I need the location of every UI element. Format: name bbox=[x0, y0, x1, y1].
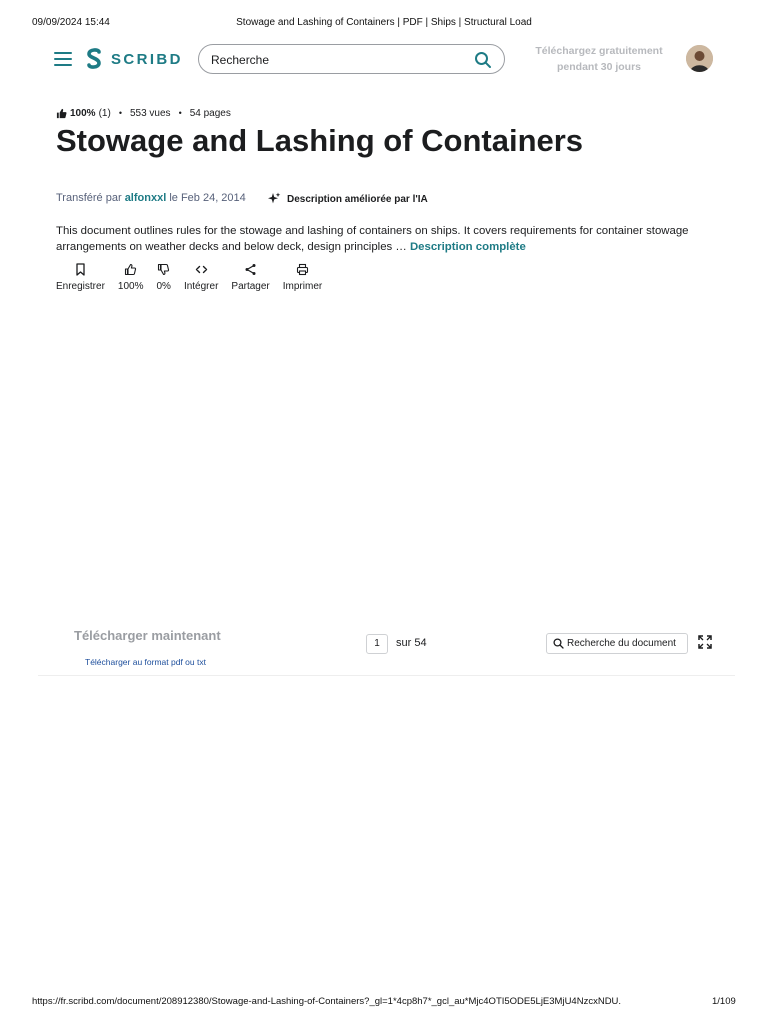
document-description bbox=[56, 223, 726, 255]
share-icon bbox=[244, 263, 257, 276]
uploaded-prefix: Transféré par bbox=[56, 192, 122, 204]
dislike-button[interactable] bbox=[156, 263, 170, 297]
page-total: sur 54 bbox=[396, 637, 427, 649]
document-search-button[interactable] bbox=[546, 633, 688, 654]
menu-icon[interactable] bbox=[54, 52, 72, 66]
free-trial-link[interactable] bbox=[530, 43, 668, 75]
share-button[interactable] bbox=[231, 263, 269, 297]
page-count: 54 pages bbox=[189, 107, 231, 119]
top-navigation-bar bbox=[0, 40, 768, 78]
document-meta bbox=[56, 106, 231, 120]
scribd-logo[interactable] bbox=[84, 46, 183, 72]
meta-separator: • bbox=[118, 108, 122, 118]
page-number-input[interactable]: 1 bbox=[366, 634, 388, 654]
embed-label: Intégrer bbox=[183, 281, 219, 292]
document-search-label: Recherche du document bbox=[567, 638, 676, 649]
save-label: Enregistrer bbox=[56, 281, 105, 292]
fullscreen-icon[interactable] bbox=[698, 635, 712, 649]
uploader-link[interactable]: alfonxxl bbox=[124, 192, 167, 204]
print-label: Imprimer bbox=[282, 281, 323, 292]
free-trial-line-1: Téléchargez gratuitement bbox=[535, 45, 663, 57]
like-button[interactable] bbox=[118, 263, 144, 297]
print-footer bbox=[0, 996, 768, 1010]
document-viewer-toolbar bbox=[38, 624, 735, 676]
print-icon bbox=[296, 263, 309, 276]
thumbs-down-icon bbox=[157, 263, 170, 276]
meta-separator: • bbox=[178, 108, 182, 118]
ai-description-label: Description améliorée par l'IA bbox=[287, 193, 428, 205]
rating-count: (1) bbox=[98, 107, 111, 119]
view-count: 553 vues bbox=[129, 107, 171, 119]
bookmark-icon bbox=[74, 263, 87, 276]
avatar-icon bbox=[686, 45, 713, 72]
sparkle-icon bbox=[267, 192, 281, 206]
uploader-info bbox=[56, 192, 246, 206]
user-avatar[interactable] bbox=[686, 45, 713, 72]
search-icon bbox=[553, 638, 564, 649]
save-button[interactable] bbox=[56, 263, 105, 297]
document-title: Stowage and Lashing of Containers bbox=[56, 123, 584, 158]
full-description-link[interactable]: Description complète bbox=[409, 241, 526, 253]
search-bar[interactable] bbox=[198, 44, 505, 74]
ai-description-badge bbox=[267, 191, 428, 207]
print-date: 09/09/2024 15:44 bbox=[32, 17, 110, 28]
upload-date: le Feb 24, 2014 bbox=[169, 192, 246, 204]
rating-percent: 100% bbox=[70, 107, 96, 119]
embed-icon bbox=[195, 263, 208, 276]
share-label: Partager bbox=[231, 281, 270, 292]
download-format-link[interactable]: Télécharger au format pdf ou txt bbox=[85, 657, 206, 667]
scribd-logo-icon bbox=[84, 47, 104, 71]
document-actions bbox=[56, 263, 335, 297]
print-header bbox=[0, 17, 768, 31]
embed-button[interactable] bbox=[184, 263, 218, 297]
print-url: https://fr.scribd.com/document/208912380/Stowage-and-Lashing-of-Containers?_gl=1*4cp8h7*_gcl_au*Mjc4OTI5ODE5LjE3MjU4NzcxNDU. bbox=[32, 996, 622, 1007]
description-text: This document outlines rules for the stowage and lashing of containers on ships. It covers requirements for container stowage arrangements on weather decks and below deck, design principles … bbox=[56, 225, 689, 253]
print-page-number: 1/109 bbox=[712, 996, 736, 1007]
like-percent-label: 100% bbox=[117, 281, 144, 292]
search-input[interactable] bbox=[211, 50, 461, 70]
search-icon[interactable] bbox=[474, 51, 492, 69]
free-trial-line-2: pendant 30 jours bbox=[556, 61, 641, 73]
download-now-button[interactable]: Télécharger maintenant bbox=[74, 628, 221, 643]
logo-text: SCRIBD bbox=[111, 50, 183, 68]
dislike-percent-label: 0% bbox=[156, 281, 171, 292]
thumbs-up-icon bbox=[124, 263, 137, 276]
print-page-title: Stowage and Lashing of Containers | PDF | Ships | Structural Load bbox=[236, 17, 532, 28]
print-button[interactable] bbox=[283, 263, 322, 297]
thumbs-up-filled-icon bbox=[56, 108, 67, 119]
